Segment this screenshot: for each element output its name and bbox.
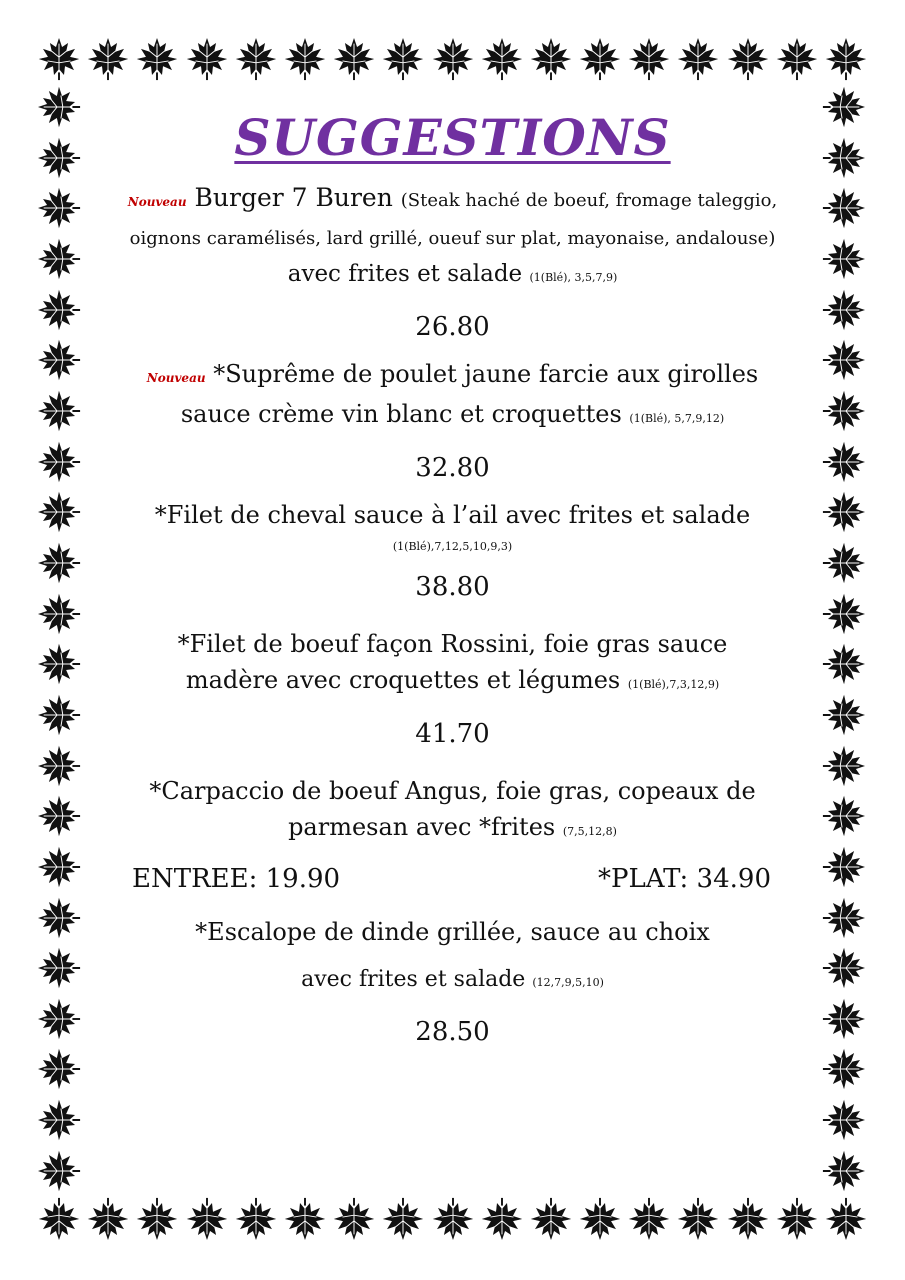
- maple-leaf-icon: [134, 1196, 180, 1242]
- maple-leaf-icon: [821, 1148, 867, 1194]
- menu-item-carpaccio: [110, 773, 795, 894]
- menu-item-escalope: [110, 914, 795, 1049]
- menu-item-supreme: [110, 356, 795, 485]
- dish-line-1: *Filet de boeuf façon Rossini, foie gras sauce: [177, 630, 728, 658]
- allergens: (1(Blé),7,3,12,9): [627, 678, 720, 691]
- maple-leaf-icon: [821, 996, 867, 1042]
- maple-leaf-icon: [36, 489, 82, 535]
- maple-leaf-icon: [36, 591, 82, 637]
- maple-leaf-icon: [36, 844, 82, 890]
- price: 41.70: [415, 719, 490, 749]
- maple-leaf-icon: [36, 236, 82, 282]
- maple-leaf-icon: [823, 36, 869, 82]
- maple-leaf-icon: [821, 692, 867, 738]
- dish-line-1: *Suprême de poulet jaune farcie aux girolles: [213, 360, 759, 388]
- maple-leaf-icon: [36, 36, 82, 82]
- maple-leaf-icon: [430, 1196, 476, 1242]
- maple-leaf-icon: [233, 1196, 279, 1242]
- maple-leaf-icon: [36, 895, 82, 941]
- maple-leaf-icon: [821, 743, 867, 789]
- maple-leaf-icon: [577, 1196, 623, 1242]
- menu-item-burger: [110, 181, 795, 344]
- maple-leaf-icon: [725, 36, 771, 82]
- maple-leaf-icon: [479, 1196, 525, 1242]
- maple-leaf-icon: [821, 844, 867, 890]
- allergens: (1(Blé),7,12,5,10,9,3): [392, 540, 513, 553]
- maple-leaf-icon: [282, 1196, 328, 1242]
- maple-leaf-icon: [577, 36, 623, 82]
- allergens: (1(Blé), 5,7,9,12): [629, 412, 725, 425]
- price: 26.80: [415, 312, 490, 342]
- maple-leaf-icon: [36, 1196, 82, 1242]
- maple-leaf-icon: [821, 489, 867, 535]
- menu-item-cheval: [110, 497, 795, 604]
- maple-leaf-icon: [36, 945, 82, 991]
- dish-description: (Steak haché de boeuf, fromage taleggio, oignons caramélisés, lard grillé, oueuf sur plat, mayonaise, andalouse): [129, 190, 778, 249]
- maple-leaf-icon: [134, 36, 180, 82]
- maple-leaf-icon: [36, 185, 82, 231]
- maple-leaf-icon: [821, 641, 867, 687]
- maple-leaf-icon: [380, 1196, 426, 1242]
- maple-leaf-icon: [774, 1196, 820, 1242]
- maple-leaf-icon: [821, 84, 867, 130]
- border-bottom: [36, 1196, 869, 1244]
- maple-leaf-icon: [821, 793, 867, 839]
- dish-tail: avec frites et salade: [287, 261, 523, 287]
- maple-leaf-icon: [36, 996, 82, 1042]
- dish-line-2: madère avec croquettes et légumes: [185, 666, 621, 694]
- maple-leaf-icon: [626, 1196, 672, 1242]
- maple-leaf-icon: [380, 36, 426, 82]
- maple-leaf-icon: [821, 591, 867, 637]
- maple-leaf-icon: [821, 540, 867, 586]
- maple-leaf-icon: [85, 36, 131, 82]
- allergens: (12,7,9,5,10): [532, 976, 604, 989]
- maple-leaf-icon: [821, 1097, 867, 1143]
- maple-leaf-icon: [821, 185, 867, 231]
- maple-leaf-icon: [36, 388, 82, 434]
- maple-leaf-icon: [528, 1196, 574, 1242]
- price: 38.80: [415, 572, 490, 602]
- maple-leaf-icon: [36, 641, 82, 687]
- border-left: [36, 84, 84, 1194]
- maple-leaf-icon: [821, 388, 867, 434]
- maple-leaf-icon: [282, 36, 328, 82]
- maple-leaf-icon: [479, 36, 525, 82]
- maple-leaf-icon: [36, 793, 82, 839]
- dish-line-2: parmesan avec *frites: [288, 813, 556, 841]
- maple-leaf-icon: [184, 1196, 230, 1242]
- price-entree: ENTREE: 19.90: [132, 864, 341, 894]
- price: 28.50: [415, 1017, 490, 1047]
- maple-leaf-icon: [331, 36, 377, 82]
- dish-line-2: avec frites et salade: [301, 967, 526, 992]
- maple-leaf-icon: [821, 236, 867, 282]
- maple-leaf-icon: [36, 692, 82, 738]
- maple-leaf-icon: [821, 439, 867, 485]
- maple-leaf-icon: [36, 540, 82, 586]
- allergens: (1(Blé), 3,5,7,9): [529, 271, 618, 284]
- page-title: SUGGESTIONS: [234, 108, 671, 167]
- dish-name: Burger 7 Buren: [194, 183, 393, 212]
- price-plat: *PLAT: 34.90: [598, 864, 771, 894]
- maple-leaf-icon: [821, 1046, 867, 1092]
- maple-leaf-icon: [821, 287, 867, 333]
- maple-leaf-icon: [675, 36, 721, 82]
- price-split: [110, 864, 795, 894]
- dish-line-2: sauce crème vin blanc et croquettes: [180, 400, 622, 428]
- maple-leaf-icon: [233, 36, 279, 82]
- maple-leaf-icon: [36, 1046, 82, 1092]
- maple-leaf-icon: [821, 945, 867, 991]
- border-right: [821, 84, 869, 1194]
- maple-leaf-icon: [36, 337, 82, 383]
- maple-leaf-icon: [823, 1196, 869, 1242]
- menu-item-rossini: [110, 626, 795, 751]
- maple-leaf-icon: [36, 439, 82, 485]
- maple-leaf-icon: [821, 135, 867, 181]
- maple-leaf-icon: [821, 895, 867, 941]
- maple-leaf-icon: [774, 36, 820, 82]
- allergens: (7,5,12,8): [562, 825, 617, 838]
- maple-leaf-icon: [821, 337, 867, 383]
- dish-line-1: *Escalope de dinde grillée, sauce au choix: [195, 918, 710, 946]
- maple-leaf-icon: [36, 1148, 82, 1194]
- maple-leaf-icon: [36, 743, 82, 789]
- new-badge: Nouveau: [127, 195, 187, 209]
- border-top: [36, 36, 869, 84]
- maple-leaf-icon: [36, 84, 82, 130]
- maple-leaf-icon: [725, 1196, 771, 1242]
- dish-line-1: *Carpaccio de boeuf Angus, foie gras, copeaux de: [149, 777, 756, 805]
- maple-leaf-icon: [528, 36, 574, 82]
- maple-leaf-icon: [675, 1196, 721, 1242]
- maple-leaf-icon: [626, 36, 672, 82]
- maple-leaf-icon: [36, 287, 82, 333]
- new-badge: Nouveau: [146, 371, 206, 385]
- maple-leaf-icon: [331, 1196, 377, 1242]
- maple-leaf-icon: [85, 1196, 131, 1242]
- maple-leaf-icon: [184, 36, 230, 82]
- menu-content: [110, 108, 795, 1061]
- dish-line-1: *Filet de cheval sauce à l’ail avec frites et salade: [154, 501, 751, 529]
- maple-leaf-icon: [430, 36, 476, 82]
- maple-leaf-icon: [36, 1097, 82, 1143]
- maple-leaf-icon: [36, 135, 82, 181]
- price: 32.80: [415, 453, 490, 483]
